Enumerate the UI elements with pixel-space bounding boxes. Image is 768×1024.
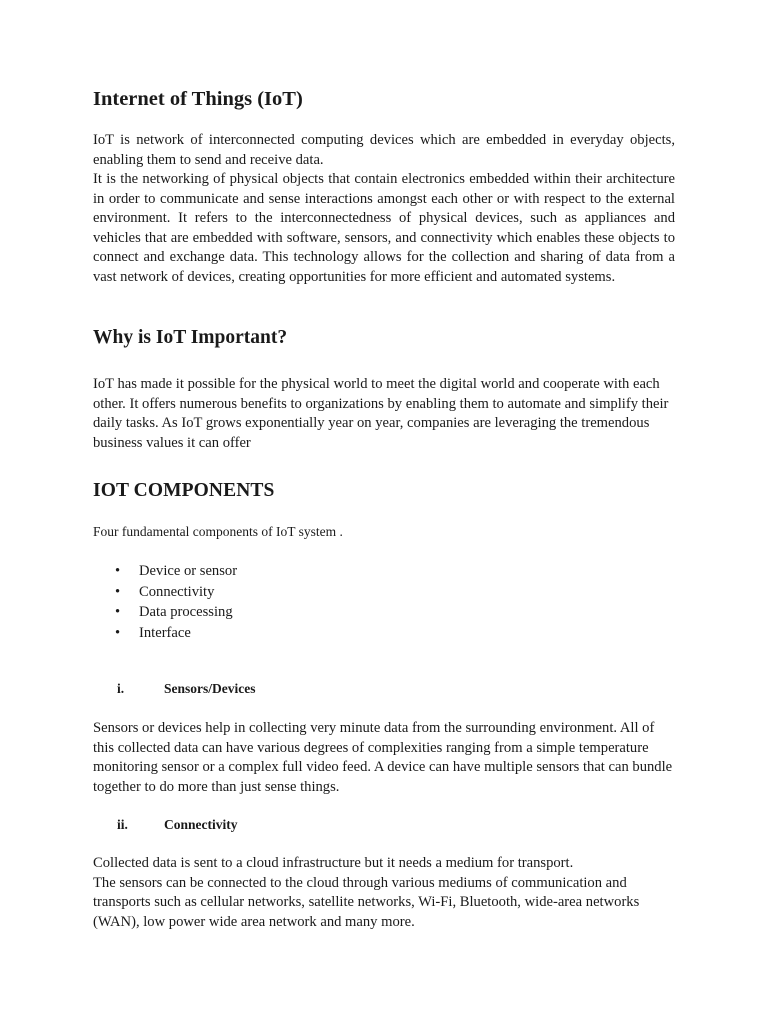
section-heading-label: Connectivity [164,817,238,832]
section-number: i. [117,681,125,696]
bullet-icon: • [115,563,121,579]
bullet-icon: • [115,624,121,641]
list-item [112,561,237,582]
intro-paragraph-2: It is the networking of physical objects that contain electronics embedded within their architecture in order to communicate and sense interactions amongst each other or with respect to the external environment. It refers to the interconnectedness of physical devices, such as appliances and vehicles that are embedded with software, sensors, and connectivity which enables these objects to connect and exchange data. This technology allows for the collection and sharing of data from a vast network of devices, creating opportunities for more efficient and automated systems. [93,171,675,285]
intro-section [93,131,675,287]
list-item-label: Device or sensor [139,563,238,579]
document-title: Internet of Things (IoT) [93,88,303,110]
list-item-label: Data processing [139,604,233,620]
connectivity-paragraph-2: The sensors can be connected to the cloud through various mediums of communication and transports such as cellular networks, satellite networks, Wi-Fi, Bluetooth, wide-area networks (WAN), low power wide area network and many more. [93,874,640,930]
why-heading: Why is IoT Important? [93,327,288,348]
components-list [112,561,237,643]
section-heading-label: Sensors/Devices [164,681,256,696]
list-item [112,582,237,603]
why-paragraph: IoT has made it possible for the physical world to meet the digital world and cooperate with each other. It offers numerous benefits to organizations by enabling them to automate and simplify their daily tasks. As IoT grows exponentially year on year, companies are leveraging the tremendous business values it can offer [93,376,669,451]
list-item-label: Interface [139,624,191,641]
connectivity-section [93,854,675,932]
components-intro: Four fundamental components of IoT system . [93,524,343,539]
bullet-icon: • [115,604,121,620]
list-item [112,602,237,623]
connectivity-paragraph-1: Collected data is sent to a cloud infrastructure but it needs a medium for transport. [93,855,574,871]
sensors-heading [117,681,256,697]
bullet-icon: • [115,583,121,600]
section-number: ii. [117,817,128,832]
sensors-paragraph: Sensors or devices help in collecting very minute data from the surrounding environment. All of this collected data can have various degrees of complexities ranging from a simple temperature monitoring sensor or a complex full video feed. A device can have multiple sensors that can bundle together to do more than just sense things. [93,720,673,795]
list-item [112,623,237,644]
intro-paragraph-1: IoT is network of interconnected computing devices which are embedded in everyday objects, enabling them to send and receive data. [93,132,675,168]
list-item-label: Connectivity [139,583,215,600]
components-heading: IOT COMPONENTS [93,480,275,501]
connectivity-heading [117,817,238,833]
